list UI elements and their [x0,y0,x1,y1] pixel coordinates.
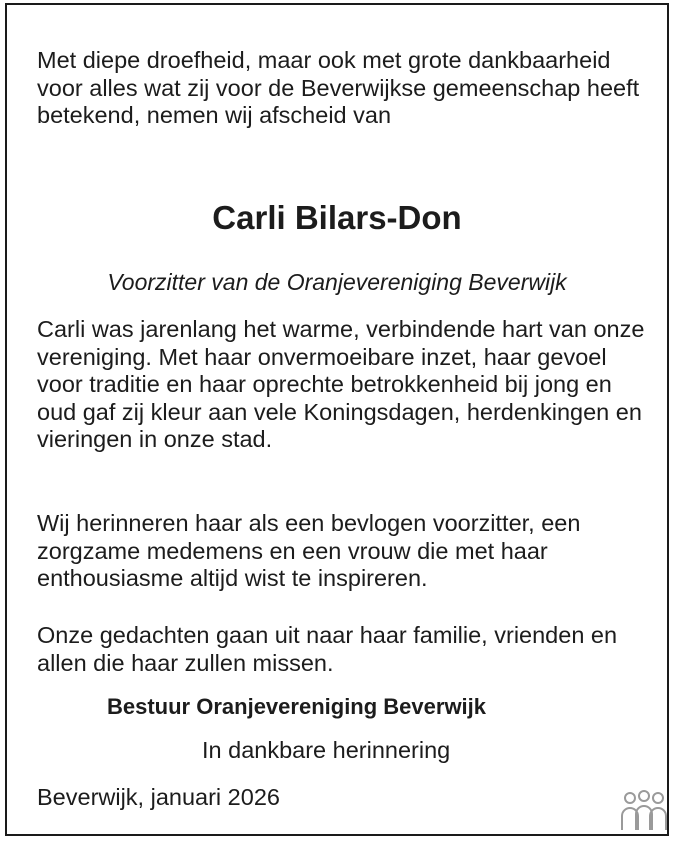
paragraph-tribute: Carli was jarenlang het warme, verbindende hart van onze vereniging. Met haar onvermoeibare inzet, haar gevoel voor traditie en haar oprechte betrokkenheid bij jong en oud gaf zij kleur aan vele Koningsdagen, herdenkingen en vieringen in onze stad. [37,316,645,452]
sender-name: Bestuur Oranjevereniging Beverwijk [107,694,487,719]
paragraph-condolence: Onze gedachten gaan uit naar haar familie, vrienden en allen die haar zullen missen. [37,622,618,676]
paragraph-memory: Wij herinneren haar als een bevlogen voorzitter, een zorgzame medemens en een vrouw die met haar enthousiasme altijd wist te inspireren. [37,510,581,591]
intro-text: Met diepe droefheid, maar ook met grote dankbaarheid voor alles wat zij voor de Beverwijkse gemeenschap heeft betekend, nemen wij afscheid van [37,47,640,128]
deceased-role: Voorzitter van de Oranjevereniging Beverwijk [107,269,567,295]
place-date: Beverwijk, januari 2026 [37,784,280,810]
closing-line: In dankbare herinnering [202,737,451,763]
deceased-name: Carli Bilars-Don [212,199,462,236]
notice-card [5,3,669,836]
people-group-icon [619,790,669,832]
